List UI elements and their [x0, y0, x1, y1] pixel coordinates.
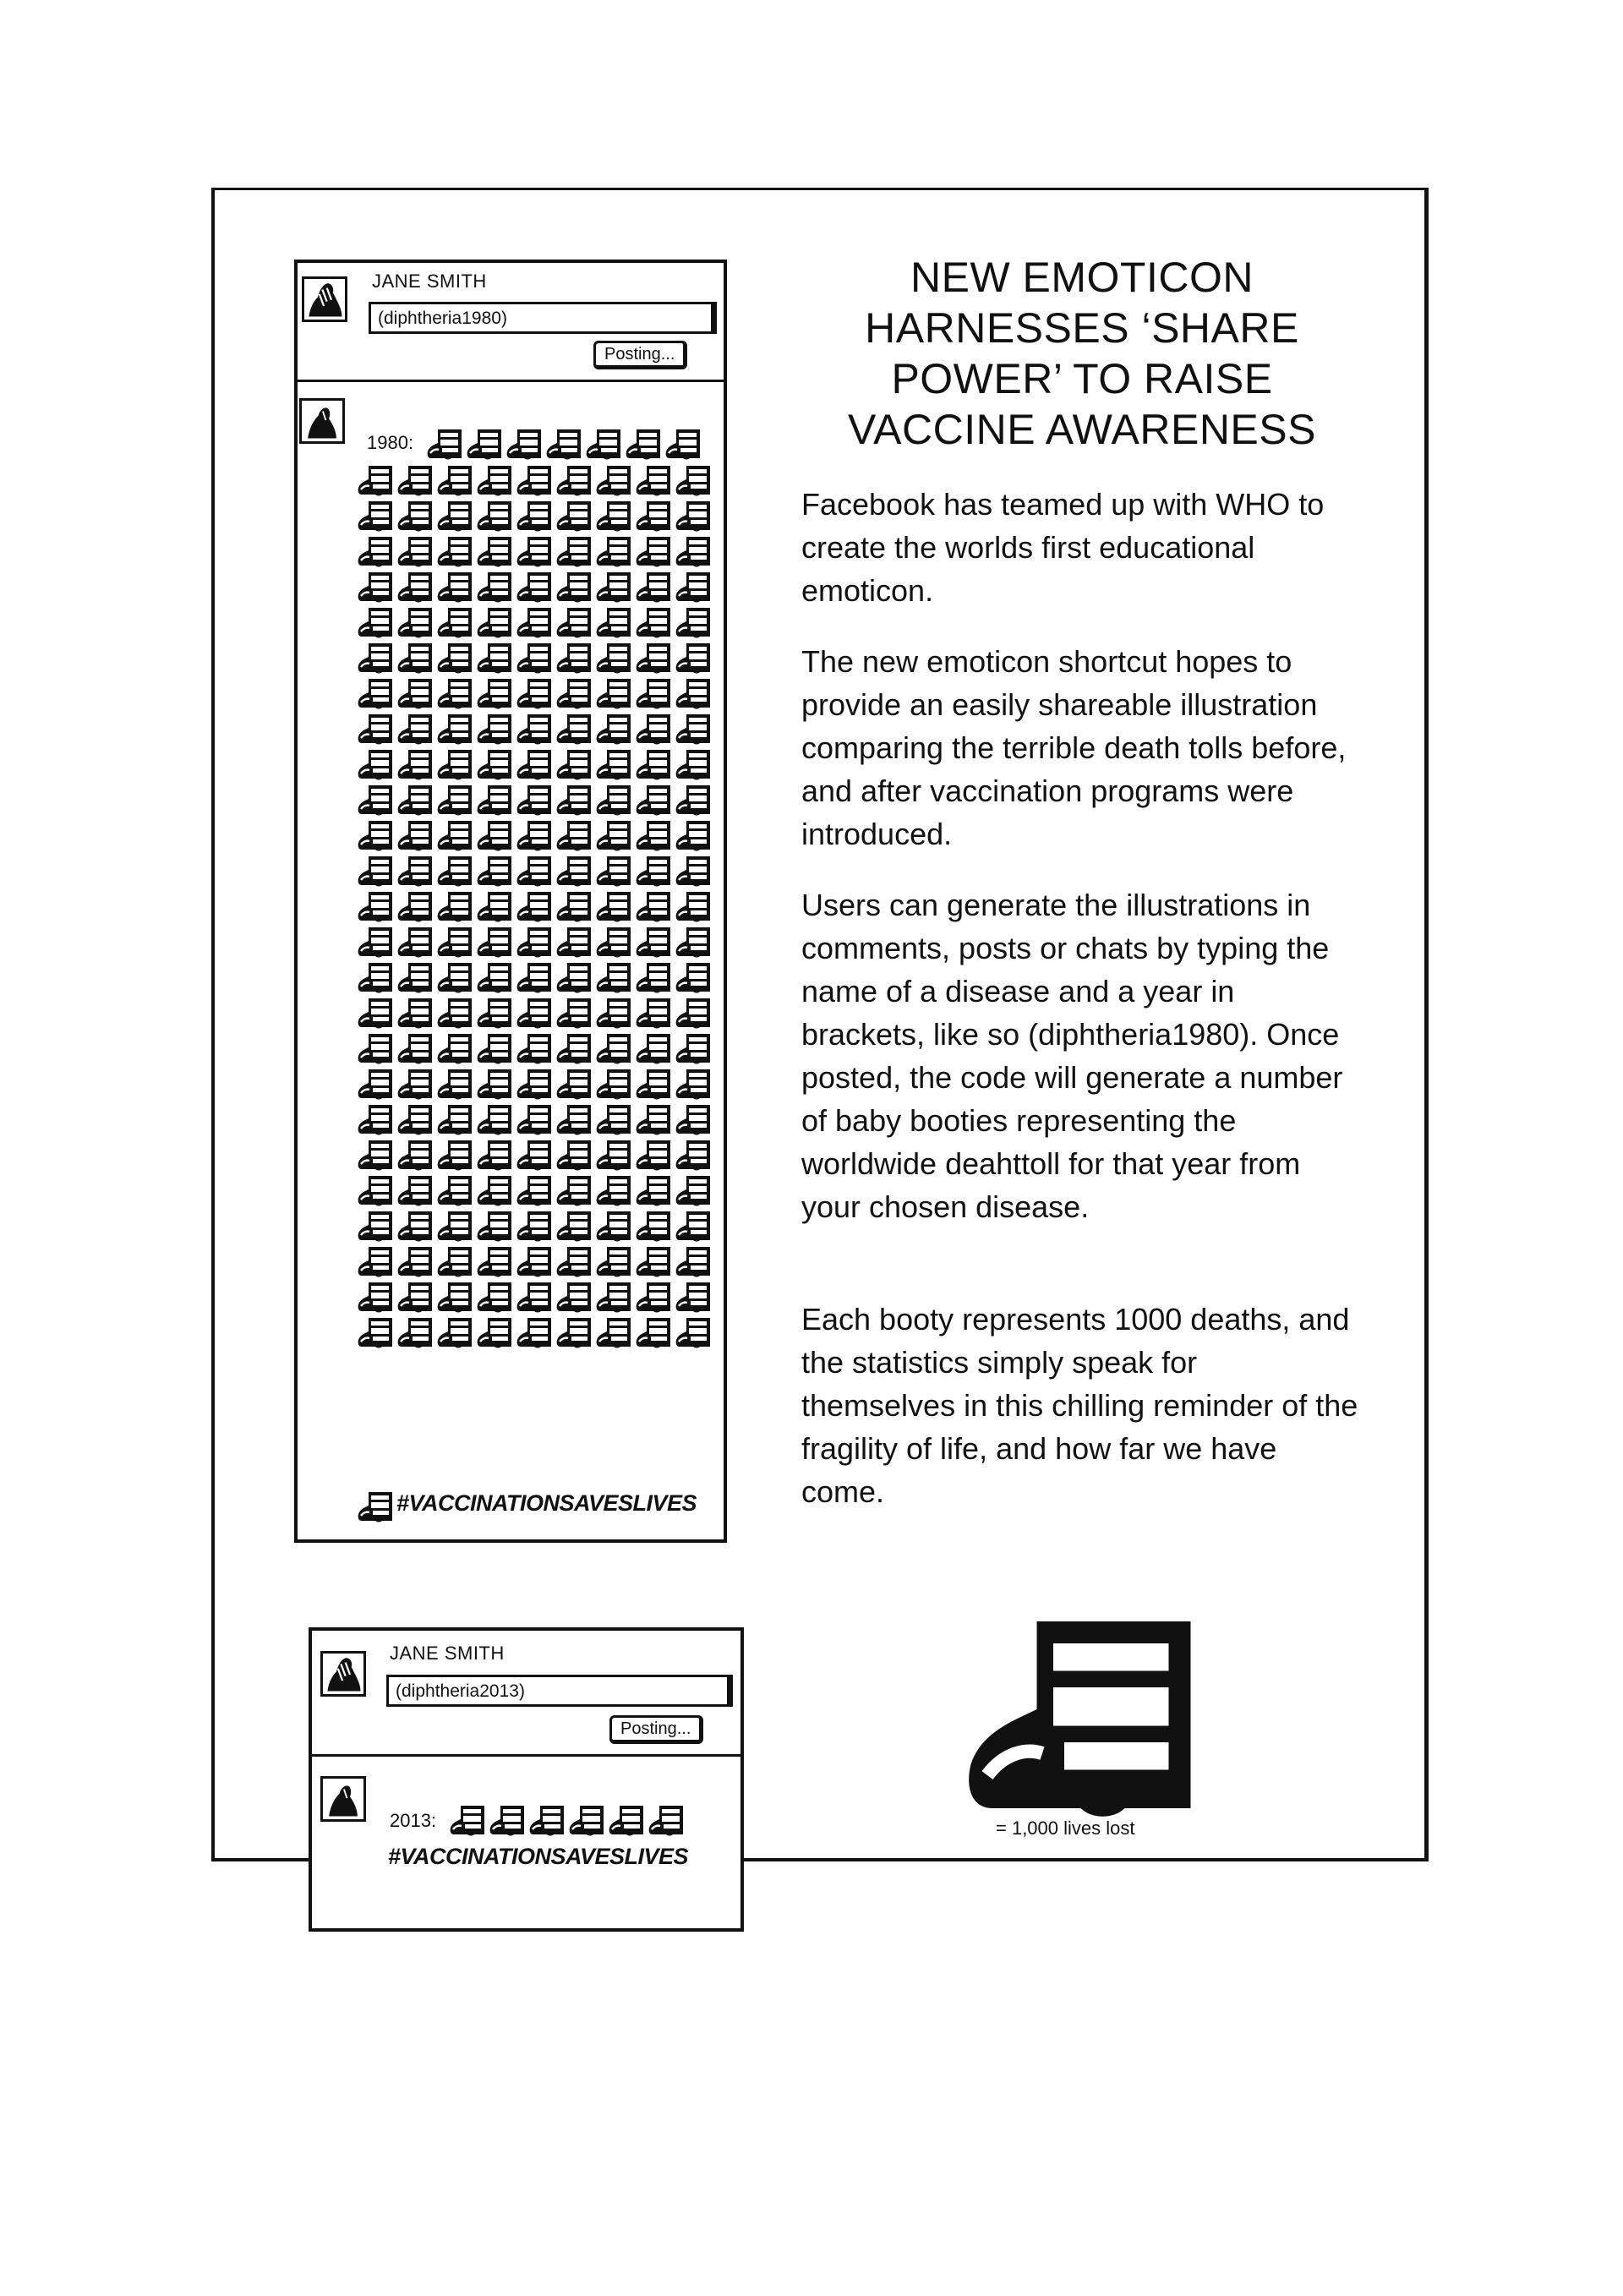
baby-bootie-icon	[396, 571, 435, 604]
baby-bootie-icon	[675, 819, 713, 853]
baby-bootie-icon	[595, 1174, 634, 1208]
baby-bootie-icon	[595, 713, 634, 746]
baby-bootie-icon	[516, 748, 555, 782]
baby-bootie-icon	[516, 1032, 555, 1066]
baby-bootie-icon	[516, 784, 555, 817]
baby-bootie-icon	[436, 535, 475, 569]
baby-bootie-icon	[357, 784, 396, 817]
headline-line: POWER’ TO RAISE	[891, 355, 1273, 402]
baby-bootie-icon	[516, 677, 555, 711]
baby-bootie-icon	[476, 961, 515, 995]
baby-bootie-icon	[396, 926, 435, 959]
baby-bootie-icon	[595, 606, 634, 640]
baby-bootie-icon	[436, 1245, 475, 1279]
baby-bootie-icon	[516, 1068, 555, 1102]
baby-bootie-icon	[675, 500, 713, 533]
baby-bootie-icon	[357, 713, 396, 746]
baby-bootie-icon	[476, 1281, 515, 1315]
baby-bootie-icon	[635, 855, 674, 888]
baby-bootie-icon	[449, 1804, 488, 1838]
baby-bootie-icon	[516, 606, 555, 640]
baby-bootie-icon	[595, 748, 634, 782]
baby-bootie-icon	[555, 890, 594, 924]
baby-bootie-icon	[555, 784, 594, 817]
baby-bootie-icon	[555, 535, 594, 569]
year-label: 2013:	[390, 1810, 437, 1831]
baby-bootie-icon	[635, 1316, 674, 1350]
baby-bootie-icon	[516, 1316, 555, 1350]
baby-bootie-icon	[675, 1139, 713, 1173]
baby-bootie-icon	[555, 1032, 594, 1066]
post-divider	[298, 380, 724, 382]
baby-bootie-icon	[516, 713, 555, 746]
baby-bootie-icon	[555, 819, 594, 853]
baby-bootie-icon	[635, 890, 674, 924]
baby-bootie-icon	[608, 1804, 647, 1838]
baby-bootie-icon	[476, 784, 515, 817]
baby-bootie-icon	[555, 464, 594, 498]
baby-bootie-icon	[555, 677, 594, 711]
baby-bootie-icon	[396, 748, 435, 782]
baby-bootie-icon	[516, 855, 555, 888]
baby-bootie-icon	[396, 855, 435, 888]
baby-bootie-icon	[635, 464, 674, 498]
baby-bootie-icon	[555, 1281, 594, 1315]
baby-bootie-icon	[516, 997, 555, 1030]
baby-bootie-icon	[675, 961, 713, 995]
avatar	[302, 276, 347, 322]
baby-bootie-icon	[595, 535, 634, 569]
baby-bootie-icon	[476, 642, 515, 675]
baby-bootie-icon	[476, 997, 515, 1030]
baby-bootie-icon	[436, 1281, 475, 1315]
baby-bootie-icon	[357, 855, 396, 888]
avatar	[320, 1651, 366, 1697]
baby-bootie-icon	[436, 1174, 475, 1208]
baby-bootie-icon	[357, 1174, 396, 1208]
baby-bootie-icon	[675, 1245, 713, 1279]
baby-bootie-icon	[595, 642, 634, 675]
baby-bootie-icon	[476, 1174, 515, 1208]
baby-bootie-icon	[396, 1103, 435, 1137]
baby-bootie-icon	[357, 1281, 396, 1315]
baby-bootie-icon	[396, 464, 435, 498]
baby-bootie-icon	[436, 1139, 475, 1173]
baby-bootie-icon	[436, 1316, 475, 1350]
baby-bootie-icon	[595, 1068, 634, 1102]
baby-bootie-icon	[357, 642, 396, 675]
baby-bootie-icon	[476, 1210, 515, 1244]
baby-bootie-icon	[595, 1103, 634, 1137]
baby-bootie-icon	[595, 1316, 634, 1350]
baby-bootie-icon	[555, 1245, 594, 1279]
baby-bootie-icon	[545, 428, 584, 462]
baby-bootie-icon	[396, 961, 435, 995]
baby-bootie-icon	[436, 1103, 475, 1137]
headline-line: HARNESSES ‘SHARE	[865, 304, 1299, 352]
baby-bootie-icon	[675, 1068, 713, 1102]
baby-bootie-icon	[595, 1281, 634, 1315]
baby-bootie-icon	[635, 1281, 674, 1315]
baby-bootie-icon	[396, 500, 435, 533]
baby-bootie-icon	[476, 1032, 515, 1066]
baby-bootie-icon	[396, 1316, 435, 1350]
baby-bootie-icon	[625, 428, 664, 462]
baby-bootie-icon	[635, 1139, 674, 1173]
baby-bootie-icon	[476, 1068, 515, 1102]
year-label: 1980:	[367, 432, 414, 453]
baby-bootie-icon	[595, 464, 634, 498]
baby-bootie-icon	[476, 606, 515, 640]
baby-bootie-icon	[476, 890, 515, 924]
baby-bootie-icon	[396, 1068, 435, 1102]
baby-bootie-icon	[516, 1281, 555, 1315]
baby-bootie-icon	[635, 1245, 674, 1279]
emoticon-code-input[interactable]: (diphtheria2013)	[386, 1675, 733, 1707]
baby-bootie-icon	[489, 1804, 527, 1838]
baby-bootie-icon	[516, 1103, 555, 1137]
baby-bootie-icon	[396, 535, 435, 569]
baby-bootie-icon	[516, 819, 555, 853]
baby-bootie-icon	[635, 926, 674, 959]
baby-bootie-icon	[555, 713, 594, 746]
baby-bootie-icon	[555, 855, 594, 888]
baby-bootie-icon	[516, 926, 555, 959]
baby-bootie-icon	[436, 1068, 475, 1102]
baby-bootie-icon	[595, 1210, 634, 1244]
baby-bootie-icon	[675, 1281, 713, 1315]
baby-bootie-icon	[357, 748, 396, 782]
baby-bootie-icon	[476, 713, 515, 746]
baby-bootie-icon	[357, 464, 396, 498]
baby-bootie-icon	[436, 571, 475, 604]
baby-bootie-icon	[595, 571, 634, 604]
baby-bootie-icon	[436, 784, 475, 817]
baby-bootie-icon	[357, 1245, 396, 1279]
baby-bootie-icon	[635, 961, 674, 995]
avatar	[299, 398, 345, 444]
legend-caption: = 1,000 lives lost	[996, 1818, 1135, 1839]
baby-bootie-icon	[675, 1103, 713, 1137]
baby-bootie-icon	[436, 606, 475, 640]
baby-bootie-icon	[595, 1139, 634, 1173]
baby-bootie-icon	[675, 1032, 713, 1066]
baby-bootie-icon	[357, 535, 396, 569]
baby-bootie-icon	[476, 1245, 515, 1279]
baby-bootie-icon	[664, 428, 703, 462]
baby-bootie-icon	[476, 535, 515, 569]
baby-bootie-icon	[635, 535, 674, 569]
baby-bootie-icon	[436, 855, 475, 888]
baby-bootie-icon	[516, 571, 555, 604]
baby-bootie-icon	[516, 1245, 555, 1279]
baby-bootie-icon	[357, 961, 396, 995]
baby-bootie-icon	[516, 464, 555, 498]
baby-bootie-icon	[516, 535, 555, 569]
baby-bootie-icon	[476, 926, 515, 959]
baby-bootie-icon	[675, 713, 713, 746]
baby-bootie-icon	[436, 677, 475, 711]
baby-bootie-icon	[436, 997, 475, 1030]
baby-bootie-icon	[516, 890, 555, 924]
baby-bootie-icon	[357, 819, 396, 853]
baby-bootie-icon	[675, 535, 713, 569]
baby-bootie-icon	[357, 1032, 396, 1066]
baby-bootie-icon	[635, 571, 674, 604]
article-paragraph: The new emoticon shortcut hopes to provide an easily shareable illustration comparing the terrible death tolls before, and after vaccination programs were introduced.	[801, 644, 1347, 851]
baby-bootie-icon	[436, 748, 475, 782]
baby-bootie-icon	[568, 1804, 607, 1838]
baby-bootie-icon	[516, 500, 555, 533]
baby-bootie-icon	[396, 642, 435, 675]
baby-bootie-icon	[396, 997, 435, 1030]
baby-bootie-icon	[476, 1139, 515, 1173]
bootie-grid	[357, 464, 715, 1352]
baby-bootie-icon	[675, 855, 713, 888]
baby-bootie-icon	[555, 1210, 594, 1244]
posting-button[interactable]: Posting...	[609, 1715, 703, 1744]
baby-bootie-icon	[476, 748, 515, 782]
baby-bootie-icon	[635, 748, 674, 782]
baby-bootie-icon	[516, 1174, 555, 1208]
baby-bootie-icon	[357, 1068, 396, 1102]
baby-bootie-icon	[635, 1210, 674, 1244]
baby-bootie-icon	[357, 1316, 396, 1350]
baby-bootie-icon	[675, 677, 713, 711]
baby-bootie-icon	[595, 997, 634, 1030]
baby-bootie-icon	[396, 819, 435, 853]
baby-bootie-icon	[396, 1139, 435, 1173]
baby-bootie-icon	[555, 926, 594, 959]
baby-bootie-icon	[436, 713, 475, 746]
baby-bootie-icon	[635, 784, 674, 817]
baby-bootie-icon	[357, 571, 396, 604]
baby-bootie-icon	[675, 784, 713, 817]
baby-bootie-icon	[635, 1103, 674, 1137]
baby-bootie-icon	[675, 642, 713, 675]
baby-bootie-icon	[555, 1068, 594, 1102]
baby-bootie-icon	[357, 1139, 396, 1173]
baby-bootie-icon	[476, 1316, 515, 1350]
baby-bootie-icon	[635, 713, 674, 746]
post-divider	[312, 1754, 740, 1757]
baby-bootie-icon	[555, 1103, 594, 1137]
hashtag-vaccination-saves-lives[interactable]: #VACCINATIONSAVESLIVES	[388, 1844, 689, 1869]
baby-bootie-icon	[555, 997, 594, 1030]
baby-bootie-icon	[675, 997, 713, 1030]
baby-bootie-icon	[396, 784, 435, 817]
baby-bootie-icon	[505, 428, 544, 462]
baby-bootie-icon	[357, 890, 396, 924]
baby-bootie-icon	[357, 1490, 396, 1524]
bootie-row-first	[426, 428, 713, 463]
baby-bootie-icon	[595, 784, 634, 817]
baby-bootie-icon	[635, 677, 674, 711]
baby-bootie-icon	[436, 819, 475, 853]
baby-bootie-icon	[595, 961, 634, 995]
baby-bootie-icon	[595, 890, 634, 924]
baby-bootie-icon	[436, 642, 475, 675]
baby-bootie-icon	[595, 855, 634, 888]
baby-bootie-icon	[396, 606, 435, 640]
hashtag-vaccination-saves-lives[interactable]: #VACCINATIONSAVESLIVES	[396, 1490, 697, 1516]
author-name: JANE SMITH	[390, 1643, 505, 1664]
baby-bootie-icon	[357, 606, 396, 640]
baby-bootie-icon	[555, 748, 594, 782]
baby-bootie-icon	[635, 606, 674, 640]
baby-bootie-icon	[396, 713, 435, 746]
baby-bootie-icon	[635, 1032, 674, 1066]
author-name: JANE SMITH	[372, 271, 487, 292]
baby-bootie-icon	[476, 855, 515, 888]
baby-bootie-icon	[635, 997, 674, 1030]
baby-bootie-icon	[357, 997, 396, 1030]
baby-bootie-icon	[675, 571, 713, 604]
bootie-row-2013	[449, 1804, 719, 1840]
baby-bootie-icon	[595, 819, 634, 853]
baby-bootie-icon	[476, 464, 515, 498]
baby-bootie-icon	[396, 1210, 435, 1244]
baby-bootie-icon	[635, 1174, 674, 1208]
article-paragraph: Facebook has teamed up with WHO to create the worlds first educational emoticon.	[801, 487, 1325, 608]
baby-bootie-icon	[675, 464, 713, 498]
baby-bootie-icon	[635, 819, 674, 853]
baby-bootie-icon	[426, 428, 465, 462]
baby-bootie-icon	[396, 677, 435, 711]
baby-bootie-icon	[675, 890, 713, 924]
baby-bootie-icon	[635, 1068, 674, 1102]
baby-bootie-icon	[357, 1103, 396, 1137]
baby-bootie-icon	[585, 428, 624, 462]
baby-bootie-icon	[396, 890, 435, 924]
baby-bootie-icon	[675, 1316, 713, 1350]
baby-bootie-icon	[675, 606, 713, 640]
post-card-1980	[294, 260, 727, 1543]
baby-bootie-icon	[635, 500, 674, 533]
baby-bootie-icon	[476, 500, 515, 533]
baby-bootie-icon	[595, 677, 634, 711]
headline-line: NEW EMOTICON	[910, 254, 1254, 301]
baby-bootie-icon	[357, 500, 396, 533]
baby-bootie-icon	[436, 961, 475, 995]
baby-bootie-icon	[436, 500, 475, 533]
article-paragraph: Each booty represents 1000 deaths, and the statistics simply speak for themselves in this chilling reminder of the fragility of life, and how far we have come.	[801, 1302, 1358, 1509]
baby-bootie-icon	[595, 500, 634, 533]
post-card-2013	[309, 1627, 744, 1932]
baby-bootie-icon	[476, 571, 515, 604]
baby-bootie-icon	[436, 890, 475, 924]
headline-line: VACCINE AWARENESS	[848, 406, 1316, 453]
baby-bootie-icon	[436, 926, 475, 959]
baby-bootie-icon	[357, 1210, 396, 1244]
baby-bootie-icon	[555, 500, 594, 533]
baby-bootie-icon	[555, 961, 594, 995]
baby-bootie-icon	[528, 1804, 567, 1838]
baby-bootie-icon	[396, 1281, 435, 1315]
baby-bootie-icon	[675, 1210, 713, 1244]
baby-bootie-icon	[396, 1032, 435, 1066]
baby-bootie-icon	[516, 1139, 555, 1173]
baby-bootie-icon	[436, 1032, 475, 1066]
article-paragraph: Users can generate the illustrations in comments, posts or chats by typing the name of a disease and a year in brackets, like so (diphtheria1980). Once posted, the code will generate a number of baby booties representing the worldwide deahttoll for that year from your chosen disease.	[801, 888, 1343, 1224]
baby-bootie-icon	[396, 1245, 435, 1279]
baby-bootie-icon	[951, 1610, 1221, 1830]
baby-bootie-icon	[436, 464, 475, 498]
baby-bootie-icon	[476, 819, 515, 853]
article-headline	[812, 252, 1352, 455]
baby-bootie-icon	[466, 428, 505, 462]
baby-bootie-icon	[555, 571, 594, 604]
avatar	[320, 1776, 366, 1822]
baby-bootie-icon	[555, 642, 594, 675]
baby-bootie-icon	[516, 961, 555, 995]
baby-bootie-icon	[595, 1245, 634, 1279]
baby-bootie-icon	[595, 926, 634, 959]
baby-bootie-icon	[555, 1316, 594, 1350]
baby-bootie-icon	[476, 1103, 515, 1137]
posting-button[interactable]: Posting...	[593, 341, 687, 369]
baby-bootie-icon	[675, 748, 713, 782]
baby-bootie-icon	[516, 642, 555, 675]
baby-bootie-icon	[436, 1210, 475, 1244]
baby-bootie-icon	[555, 1139, 594, 1173]
baby-bootie-icon	[555, 606, 594, 640]
baby-bootie-icon	[675, 1174, 713, 1208]
emoticon-code-input[interactable]: (diphtheria1980)	[369, 302, 717, 334]
baby-bootie-icon	[357, 677, 396, 711]
baby-bootie-icon	[476, 677, 515, 711]
baby-bootie-icon	[648, 1804, 686, 1838]
baby-bootie-icon	[357, 926, 396, 959]
baby-bootie-icon	[396, 1174, 435, 1208]
baby-bootie-icon	[595, 1032, 634, 1066]
baby-bootie-icon	[555, 1174, 594, 1208]
baby-bootie-icon	[675, 926, 713, 959]
baby-bootie-icon	[516, 1210, 555, 1244]
baby-bootie-icon	[635, 642, 674, 675]
